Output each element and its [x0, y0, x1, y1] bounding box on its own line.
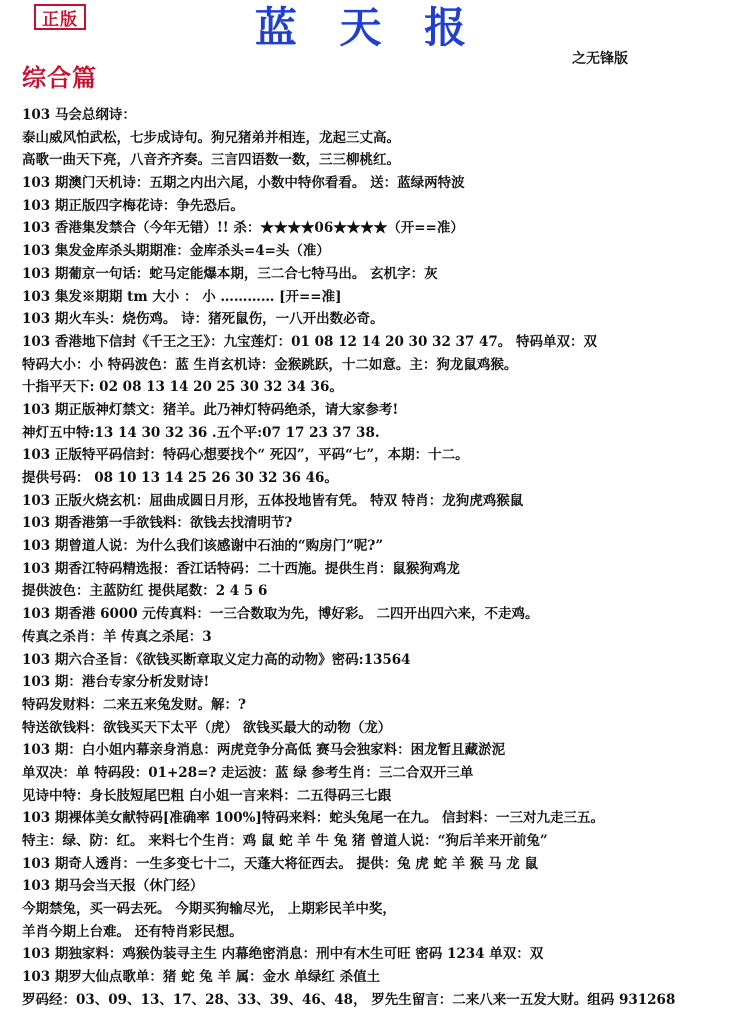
text-line: 特主：绿、防：红。 来料七个生肖：鸡 鼠 蛇 羊 牛 兔 猪 曾道人说：“狗后羊来开前兔”	[22, 833, 548, 849]
page-title: 蓝 天 报	[254, 3, 481, 52]
text-line: 泰山威风怕武松，七步成诗句。狗兄猪弟并相连，龙起三丈高。	[22, 129, 400, 146]
text-line: 提供号码： 08 10 13 14 25 26 30 32 36 46。	[22, 470, 338, 486]
text-line: 罗码经：03、09、13、17、28、33、39、46、48， 罗先生留言：二来八来一五发大财。组码 931268	[22, 991, 676, 1008]
text-line: 高歌一曲天下亮，八音齐齐奏。三言四语数一数，三三柳桃红。	[22, 152, 400, 169]
text-line: 今期禁兔，买一码去死。 今期买狗输尽光， 上期彩民羊中奖，	[22, 901, 396, 918]
text-line: 传真之杀肖：羊 传真之杀尾：3	[22, 628, 212, 645]
text-line: 见诗中特：身长肢短尾巴粗 白小姐一言来料：二五得码三七跟	[22, 787, 392, 804]
text-line: 103 马会总纲诗：	[22, 107, 136, 123]
text-line: 103 期马会当天报（休门经）	[22, 878, 204, 895]
text-line: 103 期奇人透肖：一生多变七十二，天蓬大将征西去。 提供：兔 虎 蛇 羊 猴 马 龙 鼠	[22, 855, 538, 872]
text-line: 提供波色：主蓝防红 提供尾数：2 4 5 6	[22, 583, 268, 600]
text-line: 103 期正版四字梅花诗：争先恐后。	[22, 197, 244, 214]
text-line: 103 香港集发禁合（今年无错）!! 杀：★★★★06★★★★（开==准）	[22, 220, 464, 237]
text-line: 特码发财料：二来五来兔发财。解：?	[22, 696, 246, 713]
text-line: 103 期澳门天机诗：五期之内出六尾，小数中特你看看。 送：蓝绿两特波	[22, 175, 465, 192]
text-line: 103 期香江特码精选报：香江话特码：二十西施。提供生肖：鼠猴狗鸡龙	[22, 560, 460, 577]
edition-label: 之无锋版	[572, 51, 628, 67]
text-line: 103 期独家料：鸡猴伪装寻主生 内幕绝密消息：刑中有木生可旺 密码 1234 单双：双	[22, 946, 544, 963]
text-line: 103 期：白小姐内幕亲身消息：两虎竞争分高低 赛马会独家料：困龙暂且藏淤泥	[22, 742, 506, 759]
genuine-badge: 正版	[34, 4, 86, 30]
text-line: 103 集发金库杀头期期准：金库杀头=4=头（准）	[22, 243, 330, 260]
text-line: 神灯五中特:13 14 30 32 36 .五个平:07 17 23 37 38.	[22, 424, 380, 441]
text-line: 103 期香港 6000 元传真料：一三合数取为先，博好彩。 二四开出四六来，不走鸡。	[22, 606, 539, 623]
text-line: 103 期罗大仙点歌单：猪 蛇 兔 羊 属：金水 单绿红 杀值土	[22, 969, 381, 986]
text-line: 103 期香港第一手欲钱料：欲钱去找清明节?	[22, 515, 293, 532]
text-line: 103 正版火烧玄机：屈曲成圆日月形，五体投地皆有凭。 特双 特肖：龙狗虎鸡猴鼠	[22, 492, 524, 509]
text-line: 103 期曾道人说：为什么我们该感谢中石油的“购房门”呢?”	[22, 538, 384, 555]
text-line: 特码大小：小 特码波色：蓝 生肖玄机诗：金猴跳跃，十二如意。主：狗龙鼠鸡猴。	[22, 356, 518, 373]
section-heading: 综合篇	[22, 63, 97, 92]
text-line: 羊肖今期上台难。 还有特肖彩民想。	[22, 923, 243, 940]
article-body	[22, 104, 732, 1012]
text-line: 十指平天下: 02 08 13 14 20 25 30 32 34 36。	[22, 379, 343, 396]
text-line: 103 期裸体美女献特码[准确率 100%]特码来料：蛇头兔尾一在九。 信封料：一三对九走三五。	[22, 810, 605, 827]
text-line: 103 期正版神灯禁文：猪羊。此乃神灯特码绝杀，请大家参考!	[22, 401, 399, 418]
text-line: 103 期六合圣旨：《欲钱买断章取义定力高的动物》密码:13564	[22, 651, 411, 668]
text-line: 单双决：单 特码段：01+28=? 走运波：蓝 绿 参考生肖：三二合双开三单	[22, 764, 474, 781]
text-line: 103 期：港台专家分析发财诗!	[22, 674, 210, 691]
text-line: 103 期葡京一句话：蛇马定能爆本期，三二合七特马出。 玄机字：灰	[22, 265, 438, 282]
text-line: 103 期火车头：烧伤鸡。 诗：猪死鼠伤，一八开出数必奇。	[22, 311, 384, 328]
text-line: 103 香港地下信封《千王之王》：九宝莲灯：01 08 12 14 20 30 32 37 47。 特码单双：双	[22, 333, 598, 350]
text-line: 特送欲钱料：欲钱买天下太平（虎） 欲钱买最大的动物（龙）	[22, 719, 392, 736]
text-line: 103 正版特平码信封：特码心想要找个“ 死囚”，平码“七”，本期：十二。	[22, 447, 469, 464]
text-line: 103 集发※期期 tm 大小 ： 小 ………… [开==准]	[22, 288, 342, 305]
